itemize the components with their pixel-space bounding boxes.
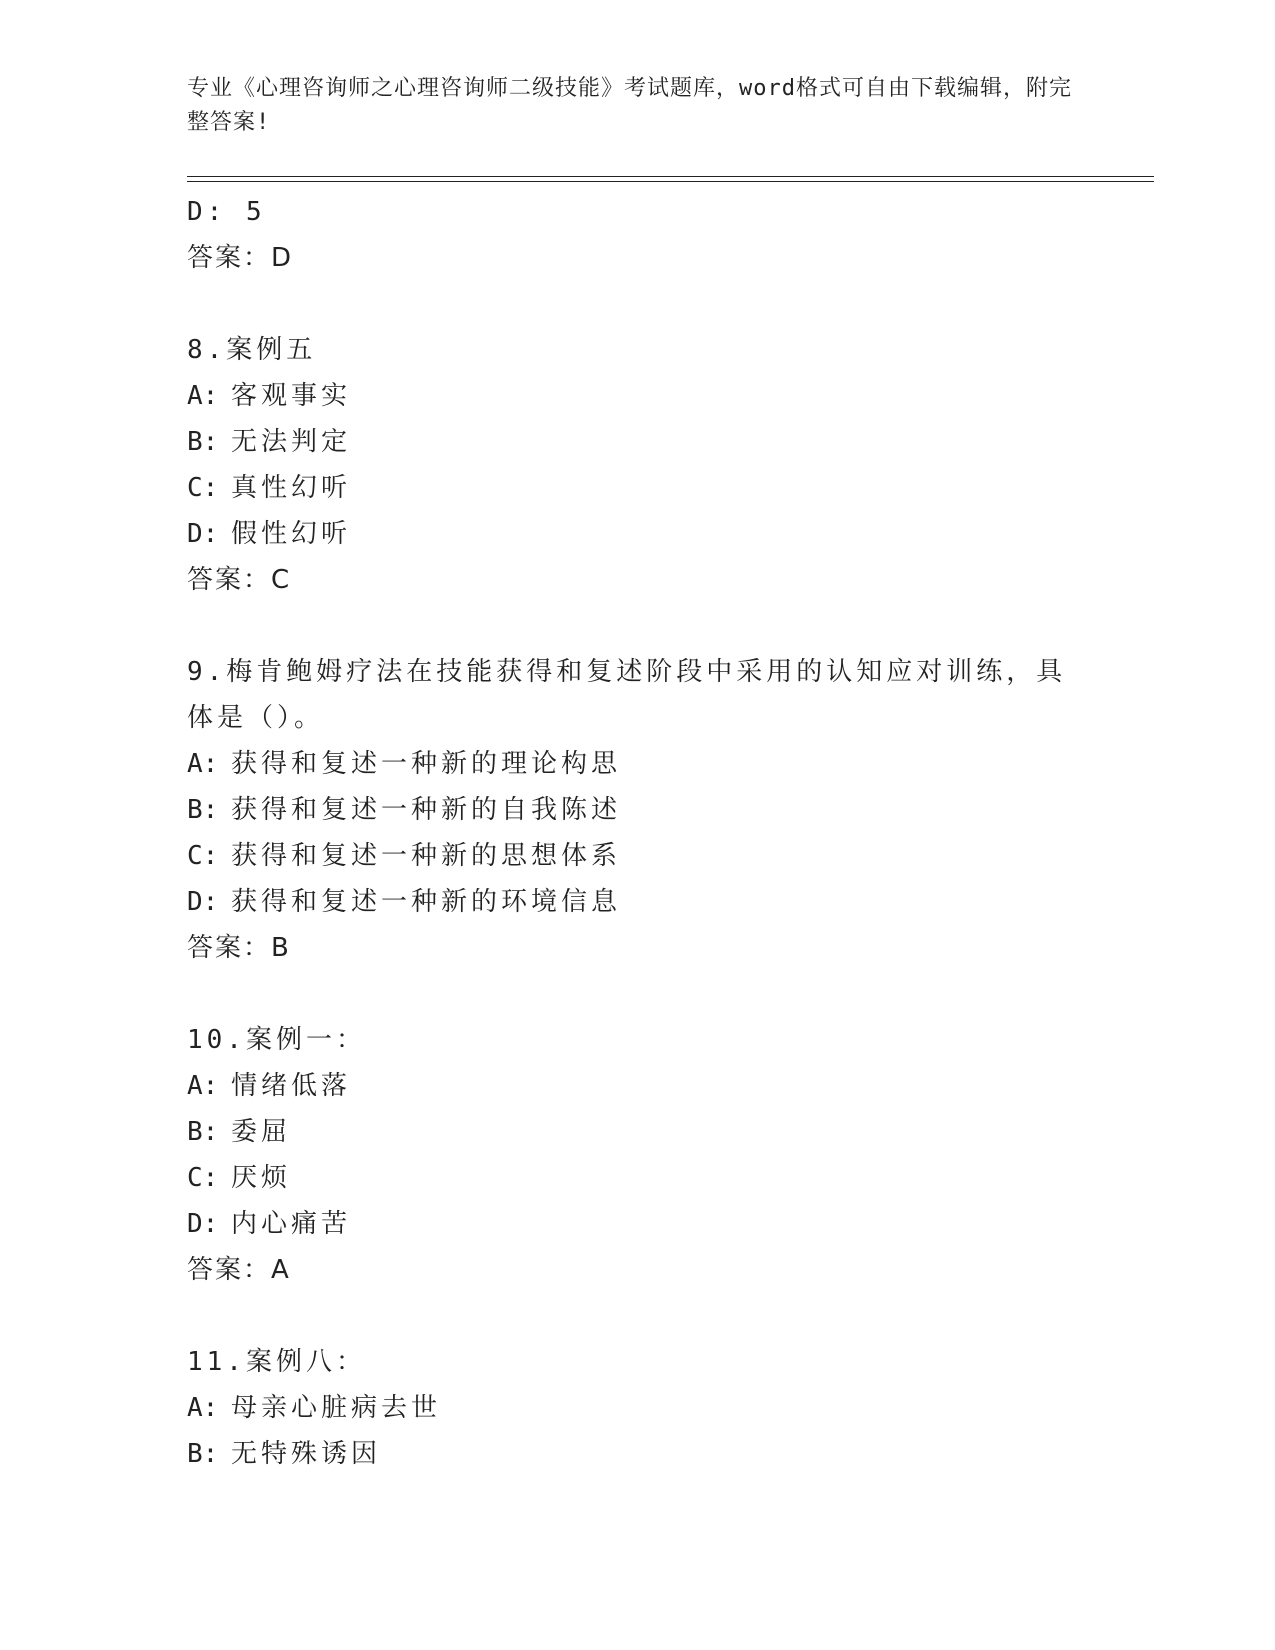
question-8 bbox=[187, 327, 1087, 603]
option-b bbox=[187, 419, 1087, 465]
spacer bbox=[187, 971, 1087, 1017]
option-text: 内心痛苦 bbox=[231, 1209, 352, 1239]
question-stem: 11.案例八： bbox=[187, 1347, 366, 1377]
option-letter: C: bbox=[187, 473, 219, 503]
option-letter: A: bbox=[187, 1393, 219, 1423]
option-b bbox=[187, 787, 1087, 833]
option-text: 母亲心脏病去世 bbox=[231, 1393, 442, 1423]
option-c bbox=[187, 833, 1087, 879]
document-title: 专业《心理咨询师之心理咨询师二级技能》考试题库，word格式可自由下载编辑，附完整答案! bbox=[187, 76, 1072, 135]
option-a bbox=[187, 373, 1087, 419]
option-letter: B: bbox=[187, 795, 219, 825]
option-text: 委屈 bbox=[231, 1117, 292, 1147]
option-text: 厌烦 bbox=[231, 1163, 292, 1193]
option-a bbox=[187, 741, 1087, 787]
option-a bbox=[187, 1063, 1087, 1109]
option-letter: A: bbox=[187, 1071, 219, 1101]
answer-line: 答案：C bbox=[187, 565, 292, 595]
question-stem: 9.梅肯鲍姆疗法在技能获得和复述阶段中采用的认知应对训练，具体是（）。 bbox=[187, 657, 1067, 733]
option-d bbox=[187, 511, 1087, 557]
option-b bbox=[187, 1431, 1087, 1477]
page-header bbox=[187, 72, 1087, 140]
spacer bbox=[187, 1293, 1087, 1339]
header-divider-top bbox=[187, 176, 1154, 177]
option-letter: A: bbox=[187, 749, 219, 779]
option-text: 无法判定 bbox=[231, 427, 352, 457]
option-letter: D: bbox=[187, 519, 219, 549]
header-divider-bottom bbox=[187, 181, 1154, 182]
option-text: 无特殊诱因 bbox=[231, 1439, 382, 1469]
option-letter: B: bbox=[187, 1439, 219, 1469]
option-c bbox=[187, 465, 1087, 511]
option-text: 获得和复述一种新的理论构思 bbox=[231, 749, 622, 779]
option-text: 客观事实 bbox=[231, 381, 352, 411]
question-list bbox=[187, 189, 1087, 1477]
option-letter: C: bbox=[187, 841, 219, 871]
option-c bbox=[187, 1155, 1087, 1201]
option-letter: A: bbox=[187, 381, 219, 411]
question-10 bbox=[187, 1017, 1087, 1293]
option-text: 获得和复述一种新的思想体系 bbox=[231, 841, 622, 871]
option-text: 获得和复述一种新的自我陈述 bbox=[231, 795, 622, 825]
option-letter: B: bbox=[187, 1117, 219, 1147]
option-text: 真性幻听 bbox=[231, 473, 352, 503]
option-d bbox=[187, 1201, 1087, 1247]
answer-line: 答案：A bbox=[187, 1255, 291, 1285]
option-text: 情绪低落 bbox=[231, 1071, 352, 1101]
spacer bbox=[187, 603, 1087, 649]
answer-line: 答案：B bbox=[187, 933, 291, 963]
answer-line: 答案：D bbox=[187, 243, 294, 273]
option-d bbox=[187, 879, 1087, 925]
option-text: 获得和复述一种新的环境信息 bbox=[231, 887, 622, 917]
option-letter: C: bbox=[187, 1163, 219, 1193]
option-letter: B: bbox=[187, 427, 219, 457]
option-d: D: 5 bbox=[187, 197, 266, 227]
spacer bbox=[187, 281, 1087, 327]
option-letter: D: bbox=[187, 1209, 219, 1239]
question-9 bbox=[187, 649, 1087, 971]
question-stem: 10.案例一： bbox=[187, 1025, 366, 1055]
option-text: 假性幻听 bbox=[231, 519, 352, 549]
question-11 bbox=[187, 1339, 1087, 1477]
question-stem: 8.案例五 bbox=[187, 335, 317, 365]
option-letter: D: bbox=[187, 887, 219, 917]
option-b bbox=[187, 1109, 1087, 1155]
option-a bbox=[187, 1385, 1087, 1431]
